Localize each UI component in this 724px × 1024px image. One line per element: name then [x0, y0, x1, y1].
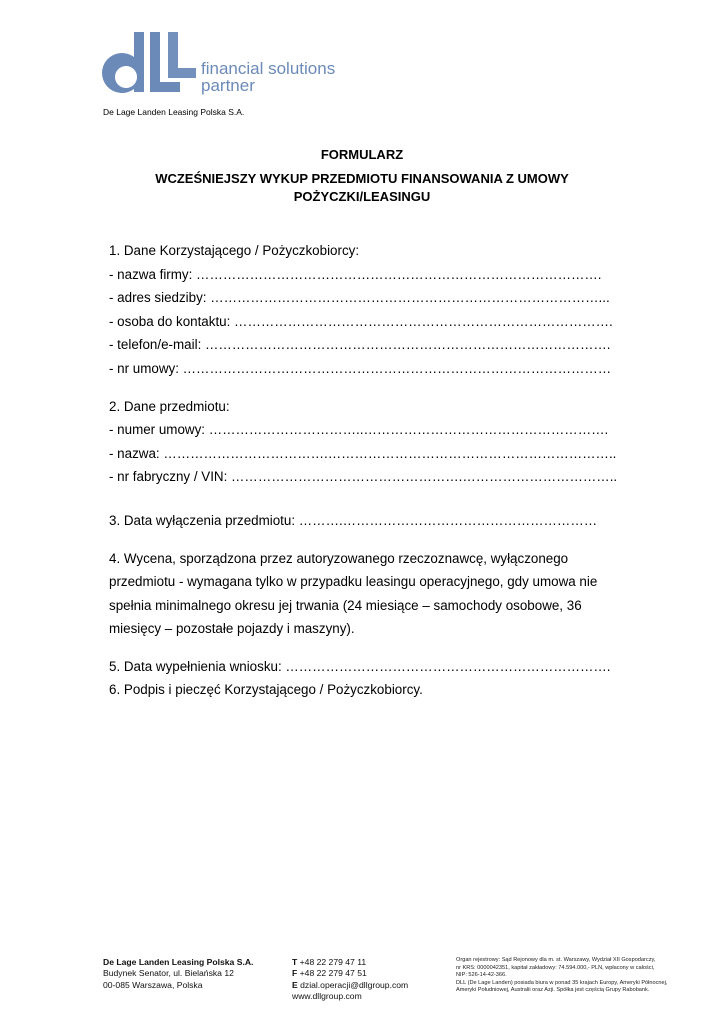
legal-line: DLL (De Lage Landen) posiada biura w ponad 35 krajach Europy, Ameryki Północnej,: [456, 979, 668, 986]
company-logo: [100, 28, 350, 98]
footer-company: [103, 957, 253, 991]
logo-tagline-1: financial solutions: [201, 59, 336, 78]
footer-website-link[interactable]: www.dllgroup.com: [292, 990, 362, 1001]
signature-stamp-note: 6. Podpis i pieczęć Korzystającego / Pożyczkobiorcy.: [109, 682, 423, 698]
company-caption: De Lage Landen Leasing Polska S.A.: [103, 107, 245, 117]
logo-tagline-2: partner: [201, 76, 255, 95]
form-subtitle: [120, 170, 604, 206]
field-serial-vin[interactable]: - nr fabryczny / VIN: …………………………………………….……………………………..: [109, 469, 618, 485]
field-company-address[interactable]: - adres siedziby: ……………………………………………………………………………...: [109, 290, 610, 306]
footer-legal: [456, 957, 691, 995]
section4-line: przedmiotu - wymagana tylko w przypadku leasingu operacyjnego, gdy umowa nie: [109, 574, 598, 590]
footer-email-link[interactable]: dzial.operacji@dllgroup.com: [300, 979, 409, 990]
section4-line: 4. Wycena, sporządzona przez autoryzowanego rzeczoznawcę, wyłączonego: [109, 550, 569, 566]
section4-line: spełnia minimalnego okresu jej trwania (24 miesiące – samochody osobowe, 36: [109, 597, 582, 613]
field-application-date[interactable]: 5. Data wypełnienia wniosku: ……………………………………………………………….: [109, 658, 611, 674]
email-label: E: [292, 979, 298, 990]
phone-label: T: [292, 957, 298, 967]
field-contract-number[interactable]: - nr umowy: ……………………………………………………………………………………: [109, 360, 612, 376]
field-exclusion-date[interactable]: 3. Data wyłączenia przedmiotu: ……….…………………………………………………: [109, 512, 598, 528]
field-company-name[interactable]: - nazwa firmy: ……………………………………………………………………………….: [109, 266, 602, 282]
section4-line: miesięcy – pozostałe pojazdy i maszyny).: [109, 621, 355, 637]
footer-contact: [292, 957, 408, 1002]
section4-paragraph: [109, 547, 619, 641]
legal-line: nr KRS: 0000042351, kapitał zakładowy: 74.594.000,- PLN, wpłacony w całości,: [456, 964, 655, 971]
fax-label: F: [292, 968, 298, 979]
footer-fax: +48 22 279 47 51: [299, 968, 367, 979]
section1-heading: 1. Dane Korzystającego / Pożyczkobiorcy:: [109, 243, 360, 258]
legal-line: NIP: 526-14-42-366.: [456, 972, 507, 978]
footer-phone: +48 22 279 47 11: [299, 957, 367, 967]
section2-heading: 2. Dane przedmiotu:: [109, 398, 230, 414]
legal-line: Organ rejestrowy: Sąd Rejonowy dla m. st. Warszawy, Wydział XII Gospodarczy,: [456, 957, 656, 963]
form-subtitle-line1: WCZEŚNIEJSZY WYKUP PRZEDMIOTU FINANSOWANIA Z UMOWY: [155, 171, 569, 186]
legal-line: Ameryki Południowej, Australii oraz Azji. Spółka jest częścią Grupy Rabobank.: [456, 987, 650, 993]
footer-address-line2: 00-085 Warszawa, Polska: [103, 979, 203, 990]
footer-address-line1: Budynek Senator, ul. Bielańska 12: [103, 968, 234, 979]
form-body: [109, 239, 619, 702]
field-item-name[interactable]: - nazwa: ……………………………….………………………………………………………..: [109, 445, 617, 461]
footer-company-name: De Lage Landen Leasing Polska S.A.: [103, 957, 254, 967]
field-phone-email[interactable]: - telefon/e-mail: ……………………………………………………………………………….: [109, 337, 611, 353]
field-contact-person[interactable]: - osoba do kontaktu: ………………………………………………………………………….: [109, 313, 613, 329]
form-subtitle-line2: POŻYCZKI/LEASINGU: [293, 189, 431, 204]
form-title: FORMULARZ: [320, 147, 404, 162]
field-item-contract-number[interactable]: - numer umowy: ……………………………..……………………………………………….: [109, 422, 609, 438]
